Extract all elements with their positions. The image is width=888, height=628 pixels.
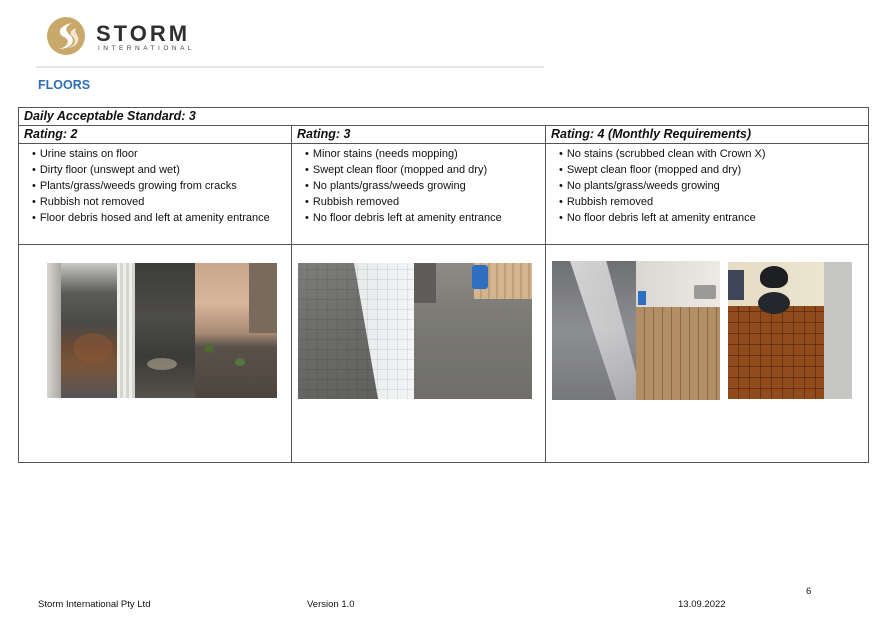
storm-swirl-icon [46, 16, 86, 56]
logo-wordmark: STORM [96, 21, 191, 46]
rating-2-heading: Rating: 2 [19, 126, 292, 144]
photo-weeds-in-cracks [195, 263, 277, 398]
list-item: • Rubbish not removed [32, 194, 286, 210]
list-item: • No plants/grass/weeds growing [559, 178, 863, 194]
section-title: FLOORS [38, 78, 91, 92]
rating-3-heading: Rating: 3 [292, 126, 546, 144]
rating-3-photos [292, 245, 546, 463]
rating-4-photos [546, 245, 869, 463]
list-item: • Minor stains (needs mopping) [305, 146, 540, 162]
photo-mopped-tile-floor [298, 263, 414, 399]
list-item: • Rubbish removed [305, 194, 540, 210]
rating-2-photos [19, 245, 292, 463]
rating-4-criteria [546, 144, 869, 245]
table-title: Daily Acceptable Standard: 3 [19, 108, 869, 126]
company-logo [46, 16, 206, 58]
photo-urine-stained-floor [47, 263, 117, 398]
rating-2-criteria [19, 144, 292, 245]
standards-table [18, 107, 869, 463]
photo-tiled-amenity-floor [636, 261, 720, 400]
list-item: • Swept clean floor (mopped and dry) [559, 162, 863, 178]
list-item: • Rubbish removed [559, 194, 863, 210]
logo-subtitle: INTERNATIONAL [98, 45, 196, 52]
rating-4-heading: Rating: 4 (Monthly Requirements) [546, 126, 869, 144]
list-item: • Dirty floor (unswept and wet) [32, 162, 286, 178]
footer-date: 13.09.2022 [678, 599, 726, 610]
photo-toilet-tiled-floor [728, 262, 852, 399]
footer-version: Version 1.0 [307, 599, 355, 610]
list-item: • No floor debris left at amenity entrance [305, 210, 540, 226]
photo-scrubbed-floor [552, 261, 636, 400]
rating-3-criteria [292, 144, 546, 245]
photo-dirty-wet-floor [117, 263, 195, 398]
list-item: • No plants/grass/weeds growing [305, 178, 540, 194]
photo-swept-clean-floor [414, 263, 532, 399]
list-item: • No stains (scrubbed clean with Crown X) [559, 146, 863, 162]
list-item: • No floor debris left at amenity entrance [559, 210, 863, 226]
list-item: • Floor debris hosed and left at amenity entrance [32, 210, 286, 226]
list-item: • Swept clean floor (mopped and dry) [305, 162, 540, 178]
page-number: 6 [806, 586, 812, 597]
footer-company: Storm International Pty Ltd [38, 599, 151, 610]
header-divider [36, 66, 544, 68]
list-item: • Urine stains on floor [32, 146, 286, 162]
list-item: • Plants/grass/weeds growing from cracks [32, 178, 286, 194]
